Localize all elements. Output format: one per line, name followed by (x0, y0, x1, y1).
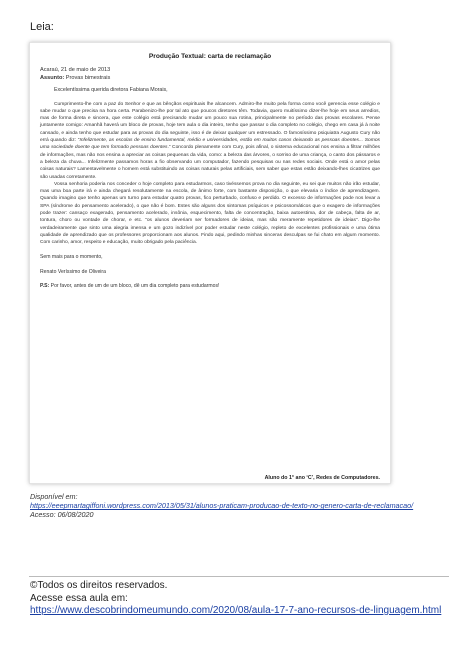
letter-author: Aluno do 1° ano ‘C’, Redes de Computadores. (264, 475, 380, 481)
letter-title: Produção Textual: carta de reclamação (148, 53, 272, 60)
ps-label: P.S: (40, 283, 50, 290)
letter-image (29, 42, 391, 484)
letter-greeting: Excelentíssima querida diretora Fabiana Morais, (54, 87, 168, 94)
subject-value: Provas bimestrais (64, 75, 111, 82)
footer-link[interactable]: https://www.descobrindomeumundo.com/2020/08/aula-17-7-ano-recursos-de-linguagem.html (30, 605, 442, 616)
letter-paragraph-1 (40, 101, 380, 181)
footer-divider (29, 576, 449, 577)
source-access: Acesso: 06/08/2020 (30, 510, 94, 519)
p1-quote: Infelizmente, as escolas de ensino fundamental, médio e universidades, estão em muitos casos deixando as pessoas doentes... Somos uma sociedade doente que tem formado pessoas doentes (40, 138, 380, 151)
letter-closing: Sem mais para o momento, (40, 253, 103, 260)
source-link[interactable]: https://eeepmartagiffoni.wordpress.com/2013/05/31/alunos-praticam-producao-de-texto-no-genero-carta-de-reclamacao/ (30, 501, 414, 510)
p1-text: Cumprimento-lhe com a paz do Senhor e que as bênçãos espirituais lhe alcancem. Admiro-lhe muito pela forma como você gerencia esse colégio e sabe mudar o que precisa na hora certa. Parabenizo-lhe por tal ato que poucos diretores têm. Todavia, quero muitíssimo dizer-lhe hoje em seus arredios, mas de forma direta e sincera, que este colégio está precisando mudar um pouco sua rotina, principalmente no período das provas escolares. Pense juntamente comigo: Amanhã haverá um bloco de provas, hoje tem aula o dia inteiro, tenho que passar o dia completo no colégio, chego em casa já à noite cansado, e ainda tenho que estudar para as provas do dia seguinte, isso é de deixar qualquer um estressado. O famosíssimo psiquiatra Augusto Cury não errá quando diz: “ (40, 101, 380, 144)
footer-access-label: Acesse essa aula em: (30, 592, 128, 604)
subject-label: Assunto: (40, 75, 65, 82)
letter-body (40, 53, 380, 290)
source-block (30, 492, 413, 519)
footer-rights: ©Todos os direitos reservados. (30, 580, 168, 591)
source-label: Disponível em: (30, 492, 78, 501)
footer (30, 580, 441, 618)
intro-label: Leia: (30, 21, 54, 33)
letter-date: Acaraú, 21 de maio de 2013 (40, 67, 111, 74)
p1-end: .” Concordo plenamente com Cury, pois afinal, o sistema educacional nos ensina a filtrar milhões de informações, mas não nos ensina a apreciar as coisas pequenas da vida, como: a beleza das árvores, o sorriso de uma criança, o canto dos pássaros e a beleza da chuva... Infelizmente passamos horas a fio observando um computador, fazendo pesquisas ou nas redes sociais. Onde está o amor pelas coisas naturais? Lamentavelmente o homem está substituindo as coisas naturais pelas artificiais, sem saber que estas estão deixando-lhes cicatrizes que são usadas corretamente. (40, 145, 380, 180)
ps-text: Por favor, antes de um de um bloco, dê um dia completo para estudarmos! (49, 283, 220, 290)
letter-subject (40, 74, 380, 82)
letter-paragraph-2: Vossa senhoria poderia nos conceder o hoje completo para estudarmos, caso tivéssemos prova no dia seguinte, eu sei que muitos não irão estudar, mas uma boa parte irá e ainda chegará resolutamente na escola, de ânimo forte, com bastante disposição, o que elevaria o índice de aprendizagem. Quando imagino que tenho apenas um turno para estudar quatro provas, fico perturbado, confuso e perdido. O excesso de informações pode nos levar a SPA (síndrome do pensamento acelerado), o que não é bom. Estes são alguns dos sintomas psíquicos e psicossomáticos que o exagero de informações pode trazer: cansaço exagerado, pensamento acelerado, insônia, esquecimento, falta de concentração, baixa autoestima, dor de cabeça, falta de ar, tontura, choro ou vontade de chorar, e etc. “os alunos deveriam ser formadores de ideias, mas são meramente repetidores de ideias”. Digo-lhe verdadeiramente que sinto uma alegria imensa e um gozo indizível por poder estudar neste colégio, repleto de excelentes profissionais e uma ótima qualidade de aprendizado que os professores proporcionam aos alunos. Findo aqui, pedindo minhas sinceras desculpas se fui chato em algum momento. Com carinho, amor, respeito e educação, muito obrigado pela paciência. (40, 181, 380, 246)
letter-ps (40, 283, 380, 290)
letter-signature: Renato Veríssimo de Oliveira (40, 268, 106, 275)
